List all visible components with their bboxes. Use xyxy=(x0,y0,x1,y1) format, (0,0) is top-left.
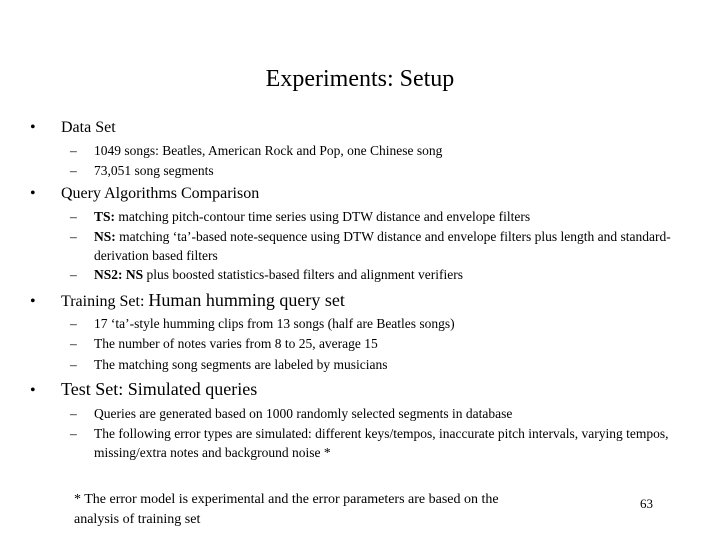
slide-title: Experiments: Setup xyxy=(265,66,455,92)
bullet-heading: Data Set xyxy=(61,119,116,136)
sub-item xyxy=(70,265,680,284)
footnote: * The error model is experimental and the error parameters are based on the analysis of training set xyxy=(74,492,499,527)
bullet-icon: • xyxy=(30,119,36,136)
dash-icon: – xyxy=(70,143,77,158)
bullet-heading: Training Set: xyxy=(61,293,149,310)
bullet-query-algorithms xyxy=(30,184,259,204)
bullet-icon: • xyxy=(30,185,36,202)
dash-icon: – xyxy=(70,209,77,224)
dash-icon: – xyxy=(70,267,77,282)
sub-item xyxy=(70,227,680,265)
sub-item-text: 17 ‘ta’-style humming clips from 13 songs (half are Beatles songs) xyxy=(94,316,455,331)
sub-item-text: The matching song segments are labeled by musicians xyxy=(94,357,388,372)
sub-item xyxy=(70,207,680,226)
bullet-heading-emphasis: Human humming query set xyxy=(148,290,345,310)
dash-icon: – xyxy=(70,406,77,421)
sub-item-text: Queries are generated based on 1000 randomly selected segments in database xyxy=(94,406,513,421)
bullet-data-set xyxy=(30,118,116,138)
dash-icon: – xyxy=(70,426,77,441)
bullet-icon: • xyxy=(30,293,36,310)
sub-item xyxy=(70,334,680,353)
dash-icon: – xyxy=(70,336,77,351)
page-number: 63 xyxy=(640,496,653,511)
sub-item-bold: TS: xyxy=(94,209,116,224)
sub-item-bold: NS2: xyxy=(94,267,123,282)
sub-item-text: 73,051 song segments xyxy=(94,163,214,178)
sub-item xyxy=(70,141,680,160)
sub-item-bold: NS: xyxy=(94,229,116,244)
sub-item-text: TS: matching pitch-contour time series using DTW distance and envelope filters xyxy=(94,209,531,224)
bullet-training-set xyxy=(30,290,345,312)
sub-item-text: NS: matching ‘ta’-based note-sequence using DTW distance and envelope filters plus length and standard-derivation based filters xyxy=(94,229,671,263)
dash-icon: – xyxy=(70,316,77,331)
sub-item-text: The following error types are simulated: different keys/tempos, inaccurate pitch intervals, varying tempos, missing/extra notes and background noise * xyxy=(94,426,669,460)
sub-item xyxy=(70,404,680,423)
sub-item xyxy=(70,314,680,333)
sub-item-text: The number of notes varies from 8 to 25, average 15 xyxy=(94,336,378,351)
dash-icon: – xyxy=(70,163,77,178)
bullet-heading: Test Set: Simulated queries xyxy=(61,379,258,399)
bullet-heading: Query Algorithms Comparison xyxy=(61,185,260,202)
bullet-test-set xyxy=(30,379,257,401)
dash-icon: – xyxy=(70,357,77,372)
sub-item xyxy=(70,161,680,180)
sub-item-text: 1049 songs: Beatles, American Rock and Pop, one Chinese song xyxy=(94,143,443,158)
sub-item xyxy=(70,424,680,462)
sub-item-text: NS2: NS plus boosted statistics-based filters and alignment verifiers xyxy=(94,267,463,282)
sub-item xyxy=(70,355,680,374)
sub-item-bold: NS xyxy=(122,267,144,282)
bullet-icon: • xyxy=(30,382,36,399)
dash-icon: – xyxy=(70,229,77,244)
